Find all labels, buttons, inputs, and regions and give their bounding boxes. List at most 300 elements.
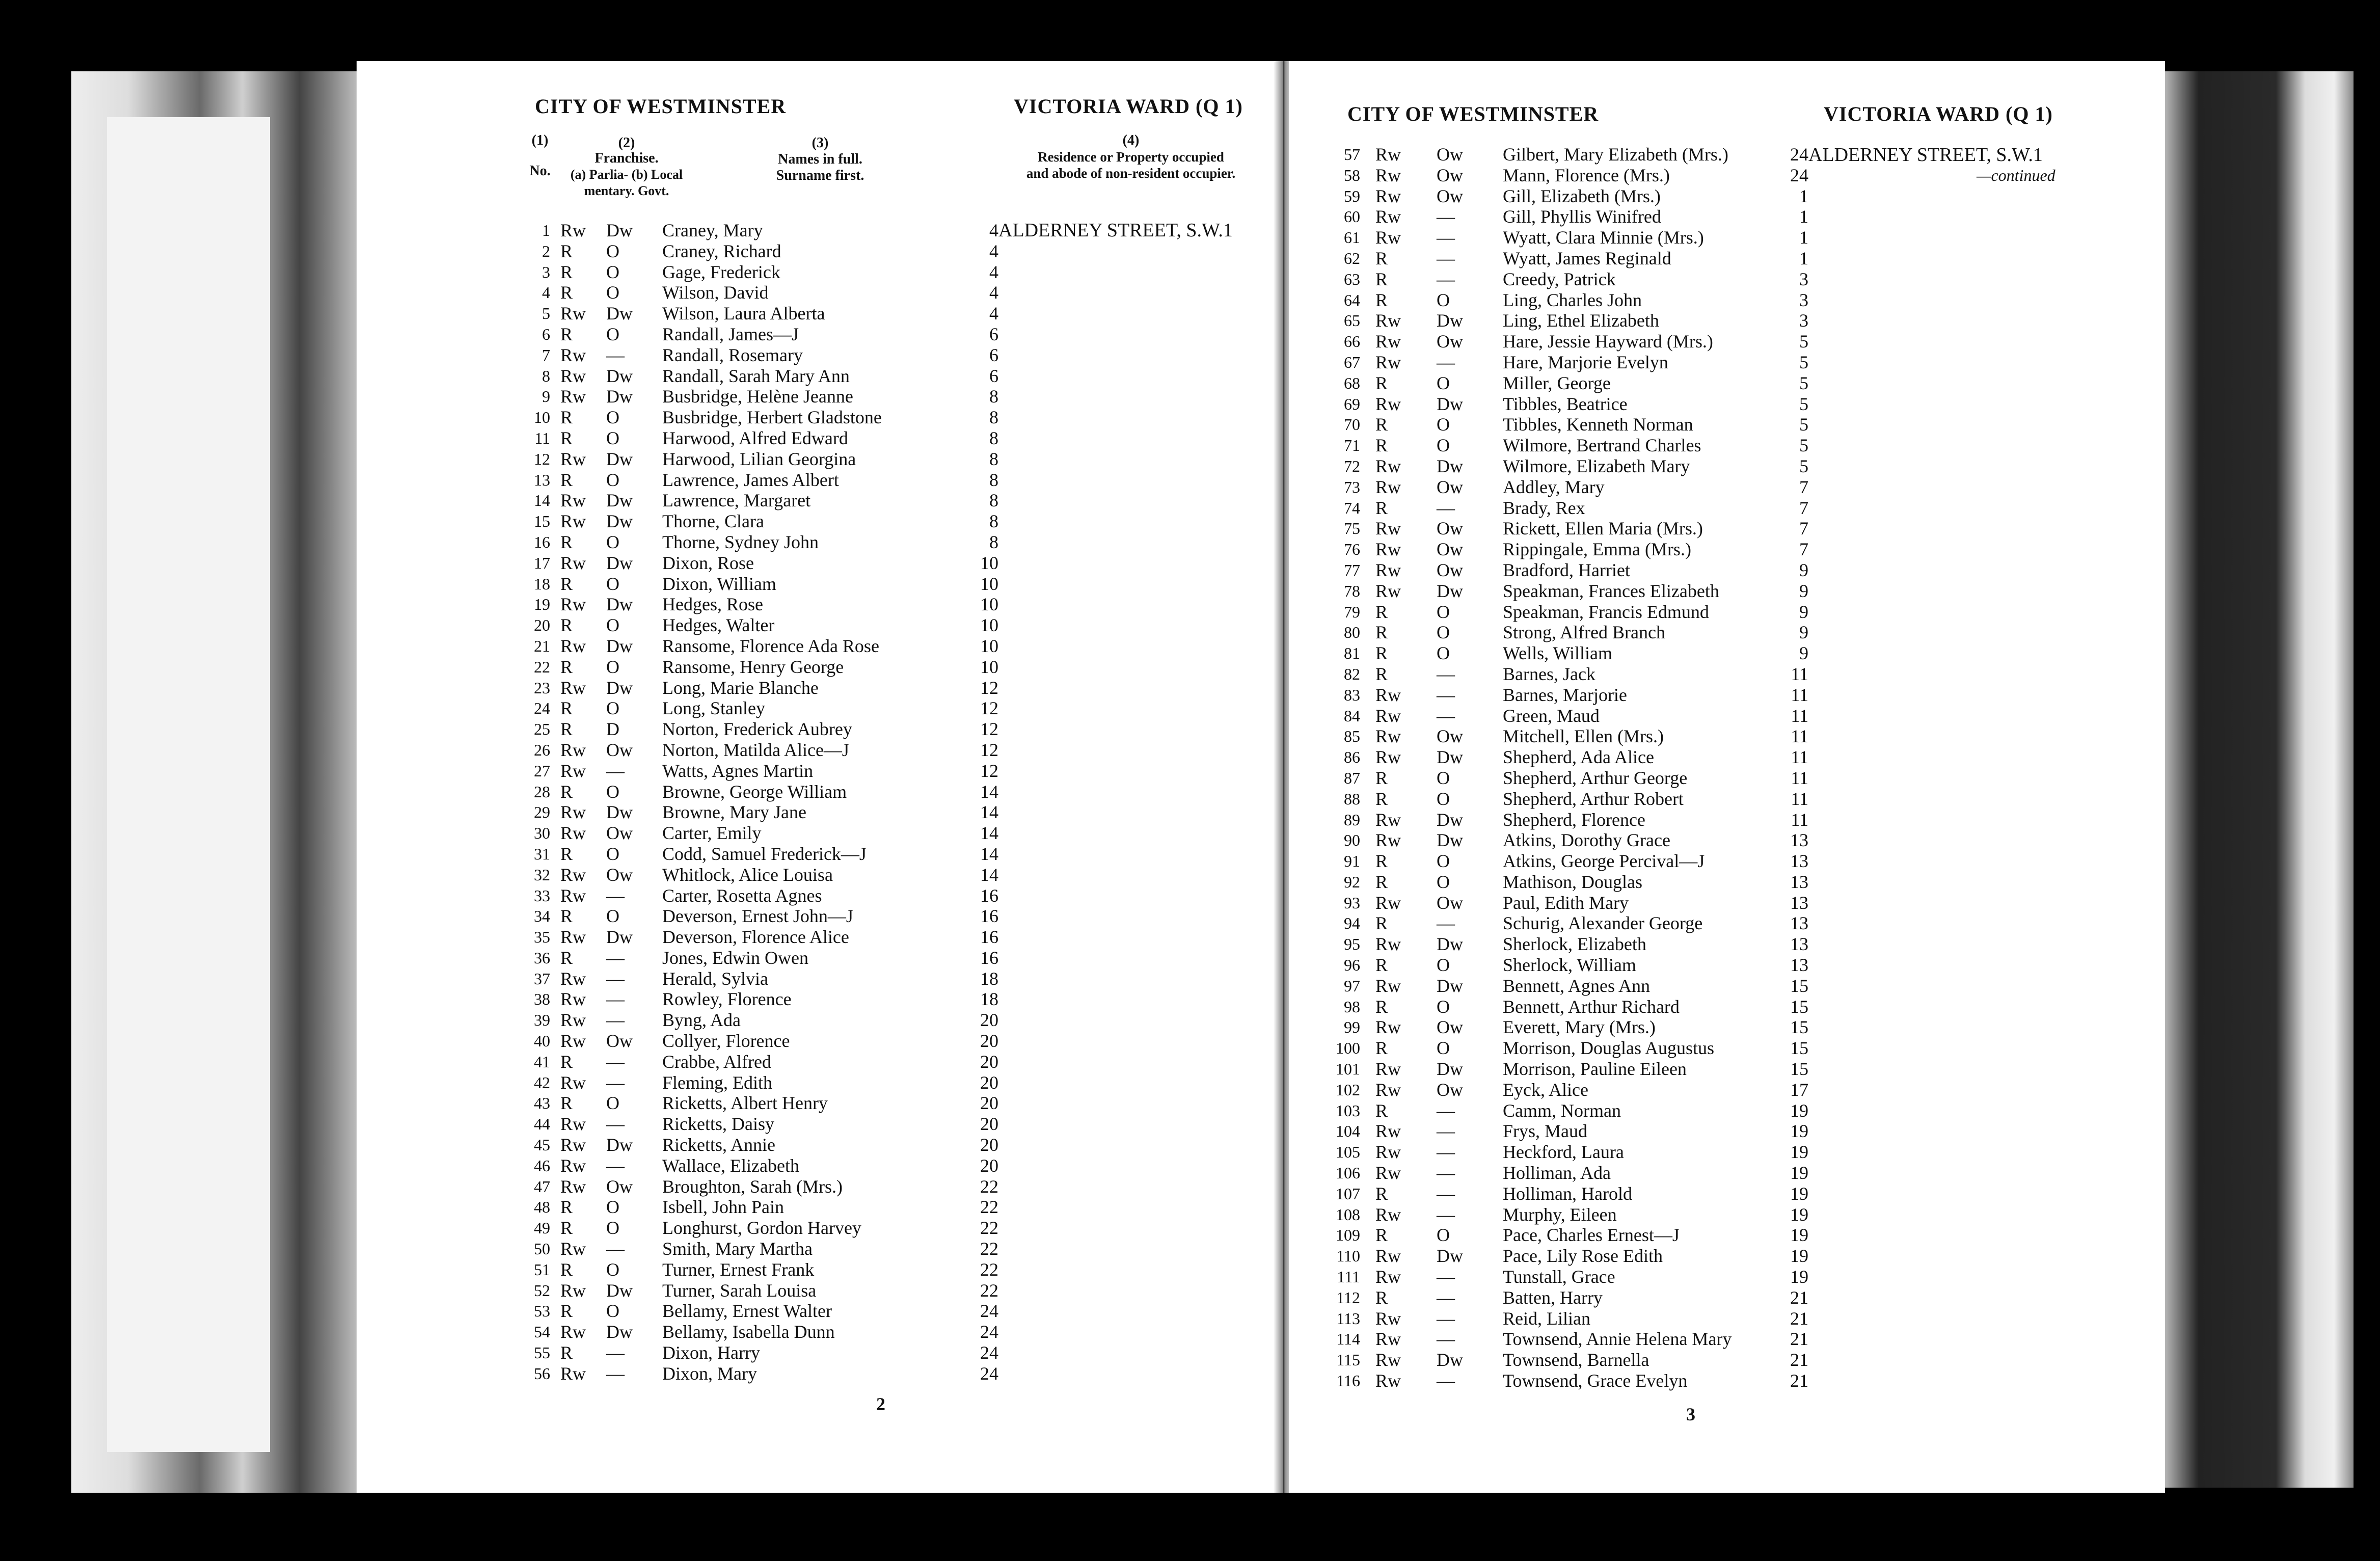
entry-number: 26 xyxy=(534,740,550,759)
house-number: 17 xyxy=(1790,1079,1808,1100)
table-row xyxy=(509,657,1019,678)
entry-number: 93 xyxy=(1344,893,1360,912)
entry-number: 48 xyxy=(534,1198,550,1217)
entry-number: 106 xyxy=(1336,1164,1360,1182)
entry-number: 39 xyxy=(534,1011,550,1030)
local-franchise: — xyxy=(1437,227,1455,248)
table-row xyxy=(1319,498,1829,519)
local-franchise: O xyxy=(606,781,619,802)
table-row xyxy=(1319,997,1829,1017)
elector-name: Creedy, Patrick xyxy=(1503,268,1616,289)
house-number: 12 xyxy=(980,739,998,760)
table-row xyxy=(1319,602,1829,623)
parliamentary-franchise: R xyxy=(1375,996,1388,1017)
elector-name: Townsend, Barnella xyxy=(1503,1350,1649,1370)
entry-number: 103 xyxy=(1336,1101,1360,1120)
house-number: 16 xyxy=(980,927,998,948)
entry-number: 51 xyxy=(534,1260,550,1279)
parliamentary-franchise: Rw xyxy=(560,448,586,469)
parliamentary-franchise: Rw xyxy=(560,1135,586,1155)
house-number: 15 xyxy=(1790,975,1808,996)
left-page xyxy=(357,61,1279,1493)
entry-number: 50 xyxy=(534,1240,550,1258)
entry-number: 94 xyxy=(1344,914,1360,933)
local-franchise: Ow xyxy=(1437,331,1463,352)
elector-name: Morrison, Douglas Augustus xyxy=(1503,1038,1715,1059)
parliamentary-franchise: Rw xyxy=(1375,185,1401,206)
local-franchise: — xyxy=(606,947,625,968)
entry-number: 59 xyxy=(1344,186,1360,205)
table-row xyxy=(1319,1329,1829,1350)
elector-name: Barnes, Marjorie xyxy=(1503,684,1627,705)
col4-subtitle: and abode of non-resident occupier. xyxy=(1026,166,1236,181)
local-franchise: Ow xyxy=(1437,476,1463,497)
house-number: 19 xyxy=(1790,1204,1808,1225)
local-franchise: D xyxy=(606,719,619,740)
entry-number: 35 xyxy=(534,928,550,947)
table-row xyxy=(509,865,1019,885)
entry-number: 69 xyxy=(1344,394,1360,413)
page-flap xyxy=(107,117,270,1452)
elector-name: Wilson, Laura Alberta xyxy=(662,303,825,324)
house-number: 12 xyxy=(980,719,998,740)
elector-name: Barnes, Jack xyxy=(1503,663,1595,684)
house-number: 15 xyxy=(1790,996,1808,1017)
elector-name: Long, Marie Blanche xyxy=(662,677,819,698)
elector-name: Busbridge, Helène Jeanne xyxy=(662,386,853,407)
table-row xyxy=(1319,227,1829,248)
entry-number: 86 xyxy=(1344,748,1360,767)
house-number: 19 xyxy=(1790,1163,1808,1183)
local-franchise: — xyxy=(1437,663,1455,684)
local-franchise: — xyxy=(1437,1308,1455,1329)
house-number: 20 xyxy=(980,1072,998,1093)
local-franchise: Dw xyxy=(606,802,633,823)
entry-number: 10 xyxy=(534,408,550,427)
local-franchise: O xyxy=(1437,414,1450,435)
local-franchise: — xyxy=(1437,206,1455,227)
table-row xyxy=(509,1031,1019,1052)
parliamentary-franchise: R xyxy=(1375,372,1388,393)
parliamentary-franchise: R xyxy=(1375,497,1388,518)
local-franchise: — xyxy=(1437,497,1455,518)
local-franchise: O xyxy=(1437,767,1450,788)
table-row xyxy=(509,220,1019,241)
parliamentary-franchise: R xyxy=(1375,871,1388,892)
table-row xyxy=(1319,1080,1829,1100)
local-franchise: O xyxy=(1437,851,1450,872)
col1-label: No. xyxy=(529,163,551,179)
parliamentary-franchise: R xyxy=(560,469,573,490)
entry-number: 99 xyxy=(1344,1018,1360,1037)
entry-number: 36 xyxy=(534,948,550,967)
parliamentary-franchise: Rw xyxy=(560,1114,586,1135)
parliamentary-franchise: Rw xyxy=(1375,747,1401,768)
parliamentary-franchise: R xyxy=(1375,601,1388,622)
parliamentary-franchise: Rw xyxy=(1375,539,1401,560)
parliamentary-franchise: Rw xyxy=(1375,1121,1401,1142)
parliamentary-franchise: Rw xyxy=(1375,1246,1401,1267)
table-row xyxy=(509,906,1019,927)
parliamentary-franchise: R xyxy=(560,719,573,740)
elector-name: Fleming, Edith xyxy=(662,1072,772,1093)
elector-name: Holliman, Ada xyxy=(1503,1163,1611,1183)
entry-number: 73 xyxy=(1344,477,1360,496)
table-row xyxy=(509,490,1019,511)
local-franchise: Dw xyxy=(606,635,633,656)
local-franchise: — xyxy=(1437,1370,1455,1391)
house-number: 11 xyxy=(1791,788,1808,809)
local-franchise: Dw xyxy=(606,594,633,615)
table-row xyxy=(509,823,1019,844)
parliamentary-franchise: Rw xyxy=(560,927,586,948)
parliamentary-franchise: R xyxy=(1375,1287,1388,1308)
local-franchise: Dw xyxy=(1437,809,1463,830)
house-number: 8 xyxy=(989,469,998,490)
local-franchise: Dw xyxy=(1437,1350,1463,1370)
elector-name: Deverson, Ernest John—J xyxy=(662,906,853,927)
table-row xyxy=(1319,643,1829,664)
entry-number: 46 xyxy=(534,1156,550,1175)
parliamentary-franchise: Rw xyxy=(560,220,586,240)
local-franchise: Ow xyxy=(606,864,633,885)
house-number: 7 xyxy=(1799,518,1808,539)
entry-number: 77 xyxy=(1344,560,1360,579)
local-franchise: Dw xyxy=(606,490,633,511)
parliamentary-franchise: Rw xyxy=(1375,206,1401,227)
house-number: 11 xyxy=(1791,726,1808,747)
elector-name: Bennett, Arthur Richard xyxy=(1503,996,1680,1017)
local-franchise: O xyxy=(606,1259,619,1280)
local-franchise: O xyxy=(1437,1225,1450,1246)
entry-number: 83 xyxy=(1344,685,1360,704)
parliamentary-franchise: Rw xyxy=(1375,144,1401,165)
house-number: 1 xyxy=(1799,206,1808,227)
elector-name: Shepherd, Ada Alice xyxy=(1503,747,1654,768)
local-franchise: O xyxy=(606,427,619,448)
left-header-ward: VICTORIA WARD (Q 1) xyxy=(1014,95,1243,118)
house-number: 8 xyxy=(989,386,998,407)
table-row xyxy=(509,1155,1019,1176)
entry-number: 112 xyxy=(1336,1288,1360,1307)
local-franchise: Ow xyxy=(1437,892,1463,913)
elector-name: Carter, Rosetta Agnes xyxy=(662,885,822,906)
local-franchise: Dw xyxy=(606,511,633,532)
table-row xyxy=(1319,934,1829,955)
col3-subtitle: Surname first. xyxy=(776,168,864,183)
entry-number: 71 xyxy=(1344,436,1360,455)
entry-number: 76 xyxy=(1344,540,1360,559)
elector-name: Schurig, Alexander George xyxy=(1503,913,1703,934)
table-row xyxy=(509,1176,1019,1197)
local-franchise: Ow xyxy=(1437,518,1463,539)
table-row xyxy=(509,1093,1019,1114)
elector-name: Bennett, Agnes Ann xyxy=(1503,975,1650,996)
parliamentary-franchise: R xyxy=(1375,913,1388,934)
elector-name: Hedges, Walter xyxy=(662,615,775,636)
entry-number: 47 xyxy=(534,1177,550,1196)
elector-name: Addley, Mary xyxy=(1503,476,1605,497)
col4-number: (4) xyxy=(1122,132,1140,148)
local-franchise: O xyxy=(1437,955,1450,976)
table-row xyxy=(1319,1267,1829,1287)
local-franchise: Dw xyxy=(606,386,633,407)
entry-number: 30 xyxy=(534,824,550,843)
table-row xyxy=(509,1342,1019,1363)
parliamentary-franchise: Rw xyxy=(560,1155,586,1176)
entry-number: 109 xyxy=(1336,1226,1360,1245)
house-number: 11 xyxy=(1791,809,1808,830)
house-number: 9 xyxy=(1799,559,1808,580)
local-franchise: O xyxy=(1437,643,1450,664)
entry-number: 116 xyxy=(1336,1371,1360,1390)
table-row xyxy=(509,532,1019,553)
col2-title: Franchise. xyxy=(594,150,659,166)
table-row xyxy=(1319,1163,1829,1183)
entry-number: 87 xyxy=(1344,768,1360,787)
house-number: 12 xyxy=(980,677,998,698)
parliamentary-franchise: R xyxy=(560,947,573,968)
house-number: 20 xyxy=(980,1114,998,1135)
local-franchise: Dw xyxy=(1437,1246,1463,1267)
col2-number: (2) xyxy=(618,135,635,151)
local-franchise: Ow xyxy=(1437,559,1463,580)
elector-name: Wyatt, James Reginald xyxy=(1503,248,1671,268)
elector-name: Thorne, Sydney John xyxy=(662,531,819,552)
house-number: 24 xyxy=(1790,165,1808,185)
local-franchise: — xyxy=(606,1051,625,1072)
house-number: 24 xyxy=(980,1342,998,1363)
elector-name: Dixon, Mary xyxy=(662,1363,757,1384)
table-row xyxy=(509,927,1019,948)
elector-name: Sherlock, Elizabeth xyxy=(1503,934,1646,955)
parliamentary-franchise: Rw xyxy=(1375,1017,1401,1038)
elector-name: Watts, Agnes Martin xyxy=(662,760,814,781)
page-number: 2 xyxy=(876,1394,885,1414)
house-number: 10 xyxy=(980,594,998,615)
parliamentary-franchise: R xyxy=(1375,663,1388,684)
table-row xyxy=(509,989,1019,1010)
parliamentary-franchise: Rw xyxy=(560,365,586,386)
elector-name: Byng, Ada xyxy=(662,1010,741,1031)
table-row xyxy=(509,968,1019,989)
local-franchise: O xyxy=(1437,622,1450,643)
house-number: 18 xyxy=(980,989,998,1010)
table-row xyxy=(509,449,1019,470)
table-row xyxy=(1319,456,1829,477)
local-franchise: Ow xyxy=(1437,144,1463,165)
local-franchise: Ow xyxy=(606,1031,633,1052)
local-franchise: O xyxy=(606,698,619,719)
house-number: 10 xyxy=(980,615,998,636)
local-franchise: O xyxy=(606,1218,619,1239)
table-row xyxy=(1319,664,1829,685)
table-row xyxy=(1319,706,1829,726)
elector-name: Camm, Norman xyxy=(1503,1100,1621,1121)
entry-number: 113 xyxy=(1336,1309,1360,1328)
parliamentary-franchise: Rw xyxy=(560,677,586,698)
local-franchise: O xyxy=(1437,435,1450,456)
entry-number: 38 xyxy=(534,990,550,1009)
parliamentary-franchise: R xyxy=(1375,248,1388,268)
elector-name: Frys, Maud xyxy=(1503,1121,1588,1142)
elector-name: Tunstall, Grace xyxy=(1503,1267,1615,1287)
house-number: 1 xyxy=(1799,227,1808,248)
parliamentary-franchise: R xyxy=(560,1093,573,1114)
house-number: 21 xyxy=(1790,1329,1808,1350)
local-franchise: — xyxy=(1437,1100,1455,1121)
book-edge-left xyxy=(71,71,357,1493)
house-number: 20 xyxy=(980,1010,998,1031)
house-number: 11 xyxy=(1791,767,1808,788)
elector-name: Randall, Rosemary xyxy=(662,344,803,365)
elector-name: Craney, Richard xyxy=(662,240,781,261)
elector-name: Brady, Rex xyxy=(1503,497,1585,518)
elector-name: Collyer, Florence xyxy=(662,1031,790,1052)
elector-name: Crabbe, Alfred xyxy=(662,1051,771,1072)
house-number: 16 xyxy=(980,947,998,968)
house-number: 20 xyxy=(980,1031,998,1052)
house-number: 20 xyxy=(980,1051,998,1072)
entry-number: 115 xyxy=(1336,1351,1360,1369)
elector-name: Everett, Mary (Mrs.) xyxy=(1503,1017,1656,1038)
entry-number: 68 xyxy=(1344,373,1360,392)
local-franchise: — xyxy=(1437,684,1455,705)
house-number: 11 xyxy=(1791,684,1808,705)
entry-number: 45 xyxy=(534,1136,550,1154)
parliamentary-franchise: R xyxy=(560,573,573,594)
entry-number: 34 xyxy=(534,907,550,926)
entry-number: 12 xyxy=(534,449,550,468)
elector-name: Green, Maud xyxy=(1503,705,1600,726)
table-row xyxy=(509,1363,1019,1384)
house-number: 5 xyxy=(1799,352,1808,372)
table-row xyxy=(1319,1370,1829,1391)
house-number: 11 xyxy=(1791,663,1808,684)
table-row xyxy=(1319,1121,1829,1142)
house-number: 10 xyxy=(980,635,998,656)
table-row xyxy=(509,1301,1019,1322)
house-number: 8 xyxy=(989,531,998,552)
parliamentary-franchise: R xyxy=(560,906,573,927)
col2-subtitle-2: mentary. Govt. xyxy=(584,183,669,198)
local-franchise: — xyxy=(1437,352,1455,372)
house-number: 14 xyxy=(980,781,998,802)
house-number: 6 xyxy=(989,324,998,344)
entry-number: 58 xyxy=(1344,166,1360,184)
house-number: 13 xyxy=(1790,955,1808,976)
local-franchise: Ow xyxy=(1437,1017,1463,1038)
entry-number: 104 xyxy=(1336,1122,1360,1141)
parliamentary-franchise: R xyxy=(1375,435,1388,456)
entry-number: 107 xyxy=(1336,1184,1360,1203)
entry-number: 70 xyxy=(1344,415,1360,434)
table-row xyxy=(1319,830,1829,851)
entry-number: 3 xyxy=(542,262,550,281)
entry-number: 17 xyxy=(534,553,550,572)
parliamentary-franchise: Rw xyxy=(1375,705,1401,726)
house-number: 10 xyxy=(980,656,998,677)
table-row xyxy=(1319,747,1829,768)
parliamentary-franchise: Rw xyxy=(1375,892,1401,913)
elector-name: Wilson, David xyxy=(662,282,769,303)
house-number: 22 xyxy=(980,1218,998,1239)
elector-name: Bradford, Harriet xyxy=(1503,559,1630,580)
table-row xyxy=(509,1072,1019,1093)
parliamentary-franchise: R xyxy=(560,843,573,864)
parliamentary-franchise: Rw xyxy=(1375,809,1401,830)
elector-name: Ricketts, Daisy xyxy=(662,1114,774,1135)
elector-name: Shepherd, Arthur George xyxy=(1503,767,1688,788)
house-number: 5 xyxy=(1799,414,1808,435)
table-row xyxy=(1319,893,1829,913)
parliamentary-franchise: R xyxy=(560,615,573,636)
col1-number: (1) xyxy=(531,132,549,148)
parliamentary-franchise: Rw xyxy=(1375,165,1401,185)
house-number: 13 xyxy=(1790,830,1808,851)
elector-name: Mann, Florence (Mrs.) xyxy=(1503,165,1670,185)
parliamentary-franchise: Rw xyxy=(560,885,586,906)
entry-number: 114 xyxy=(1336,1330,1360,1349)
parliamentary-franchise: Rw xyxy=(1375,684,1401,705)
elector-name: Tibbles, Kenneth Norman xyxy=(1503,414,1693,435)
house-number: 19 xyxy=(1790,1142,1808,1163)
table-row xyxy=(1319,290,1829,311)
entry-number: 75 xyxy=(1344,519,1360,538)
parliamentary-franchise: Rw xyxy=(560,823,586,844)
table-row xyxy=(1319,913,1829,934)
table-row xyxy=(509,719,1019,740)
entry-number: 79 xyxy=(1344,602,1360,621)
elector-name: Craney, Mary xyxy=(662,220,763,240)
parliamentary-franchise: Rw xyxy=(560,1010,586,1031)
entry-number: 23 xyxy=(534,678,550,697)
house-number: 3 xyxy=(1799,310,1808,331)
elector-name: Dixon, Harry xyxy=(662,1342,760,1363)
entry-number: 40 xyxy=(534,1032,550,1051)
elector-name: Bellamy, Ernest Walter xyxy=(662,1301,832,1322)
parliamentary-franchise: Rw xyxy=(1375,1350,1401,1370)
house-number: 22 xyxy=(980,1239,998,1259)
house-number: 24 xyxy=(1790,144,1808,165)
elector-name: Holliman, Harold xyxy=(1503,1183,1632,1204)
house-number: 3 xyxy=(1799,289,1808,310)
table-row xyxy=(1319,186,1829,207)
entry-number: 53 xyxy=(534,1302,550,1321)
col3-number: (3) xyxy=(812,135,829,151)
table-row xyxy=(1319,1059,1829,1080)
entry-number: 110 xyxy=(1336,1247,1360,1266)
entry-number: 25 xyxy=(534,720,550,739)
elector-name: Gage, Frederick xyxy=(662,261,780,282)
entry-number: 15 xyxy=(534,512,550,531)
house-number: 19 xyxy=(1790,1267,1808,1287)
entry-number: 60 xyxy=(1344,207,1360,226)
entry-number: 5 xyxy=(542,304,550,323)
parliamentary-franchise: R xyxy=(1375,851,1388,872)
local-franchise: O xyxy=(606,906,619,927)
elector-name: Turner, Ernest Frank xyxy=(662,1259,815,1280)
elector-name: Heckford, Laura xyxy=(1503,1142,1624,1163)
entry-number: 1 xyxy=(542,221,550,239)
table-row xyxy=(1319,1246,1829,1267)
parliamentary-franchise: Rw xyxy=(560,490,586,511)
local-franchise: Ow xyxy=(1437,539,1463,560)
table-row xyxy=(1319,1287,1829,1308)
entry-number: 29 xyxy=(534,803,550,822)
house-number: 1 xyxy=(1799,185,1808,206)
entry-number: 52 xyxy=(534,1281,550,1300)
